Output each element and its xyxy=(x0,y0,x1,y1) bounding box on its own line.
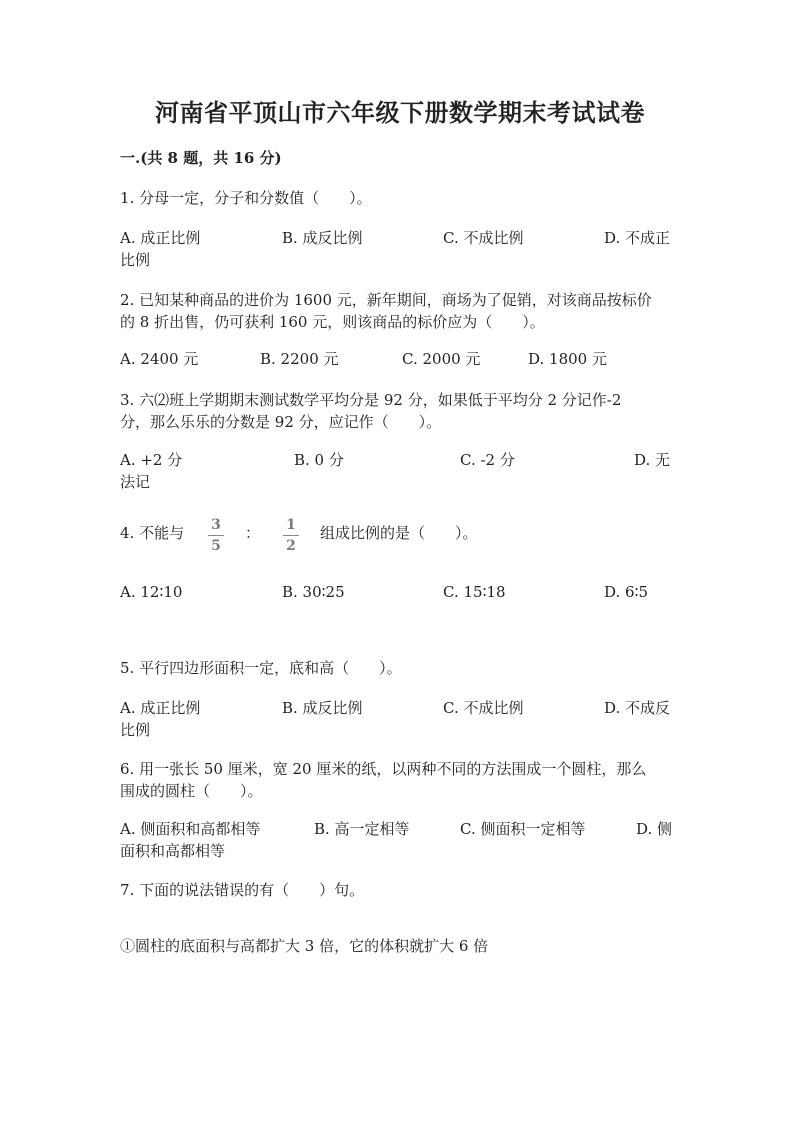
question-7-text: 7. 下面的说法错误的有（ ）句。 xyxy=(120,881,365,899)
fraction-numerator: 3 xyxy=(211,517,221,533)
question-2-option-d: D. 1800 元 xyxy=(528,350,607,368)
question-6-option-c: C. 侧面积一定相等 xyxy=(460,820,586,838)
ratio-colon: ： xyxy=(245,524,261,542)
question-7-statement-1: ①圆柱的底面积与高都扩大 3 倍，它的体积就扩大 6 倍 xyxy=(120,937,489,955)
page-title: 河南省平顶山市六年级下册数学期末考试试卷 xyxy=(155,98,645,127)
question-5-text: 5. 平行四边形面积一定，底和高（ ）。 xyxy=(120,659,402,677)
section-heading: 一.(共 8 题，共 16 分) xyxy=(120,149,282,167)
question-5-option-c: C. 不成比例 xyxy=(443,699,524,717)
question-4-option-a: A. 12∶10 xyxy=(120,583,183,601)
question-3-option-b: B. 0 分 xyxy=(294,451,344,469)
question-2-option-a: A. 2400 元 xyxy=(120,350,199,368)
question-5-option-a: A. 成正比例 xyxy=(120,699,201,717)
question-2-text-line-2: 的 8 折出售，仍可获利 160 元，则该商品的标价应为（ ）。 xyxy=(120,313,545,331)
question-4-text-prefix: 4. 不能与 xyxy=(120,524,185,542)
question-6-option-b: B. 高一定相等 xyxy=(314,820,410,838)
question-4-option-d: D. 6∶5 xyxy=(604,583,649,601)
fraction-denominator: 5 xyxy=(211,538,221,554)
question-3-option-d: D. 无 xyxy=(634,451,671,469)
fraction-numerator: 1 xyxy=(286,517,296,533)
question-1-option-d-continued: 比例 xyxy=(120,251,151,269)
question-5-option-d: D. 不成反 xyxy=(604,699,671,717)
question-6-option-d-continued: 面积和高都相等 xyxy=(120,842,226,860)
fraction-denominator: 2 xyxy=(286,538,296,554)
question-3-text-line-1: 3. 六⑵班上学期期末测试数学平均分是 92 分，如果低于平均分 2 分记作-2 xyxy=(120,391,622,409)
question-4-option-c: C. 15∶18 xyxy=(443,583,506,601)
question-1-text: 1. 分母一定，分子和分数值（ ）。 xyxy=(120,189,372,207)
question-3-text-line-2: 分，那么乐乐的分数是 92 分，应记作（ ）。 xyxy=(120,413,442,431)
fraction-bar xyxy=(208,535,224,536)
question-4-option-b: B. 30∶25 xyxy=(282,583,345,601)
question-6-text-line-1: 6. 用一张长 50 厘米，宽 20 厘米的纸，以两种不同的方法围成一个圆柱，那么 xyxy=(120,760,647,778)
question-2-option-b: B. 2200 元 xyxy=(260,350,339,368)
question-1-option-a: A. 成正比例 xyxy=(120,229,201,247)
question-1-option-d: D. 不成正 xyxy=(604,229,671,247)
question-5-option-d-continued: 比例 xyxy=(120,721,151,739)
question-6-option-d: D. 侧 xyxy=(636,820,673,838)
question-4-text-suffix: 组成比例的是（ ）。 xyxy=(320,524,478,542)
question-3-option-a: A. +2 分 xyxy=(120,451,183,469)
fraction-bar xyxy=(283,535,299,536)
question-3-option-c: C. -2 分 xyxy=(460,451,515,469)
question-1-option-b: B. 成反比例 xyxy=(282,229,363,247)
question-3-option-d-continued: 法记 xyxy=(120,473,151,491)
fraction-1-2 xyxy=(281,517,301,554)
question-2-text-line-1: 2. 已知某种商品的进价为 1600 元，新年期间，商场为了促销，对该商品按标价 xyxy=(120,291,652,309)
question-2-option-c: C. 2000 元 xyxy=(402,350,481,368)
question-6-text-line-2: 围成的圆柱（ ）。 xyxy=(120,782,263,800)
question-5-option-b: B. 成反比例 xyxy=(282,699,363,717)
question-6-option-a: A. 侧面积和高都相等 xyxy=(120,820,261,838)
fraction-3-5 xyxy=(206,517,226,554)
question-1-option-c: C. 不成比例 xyxy=(443,229,524,247)
